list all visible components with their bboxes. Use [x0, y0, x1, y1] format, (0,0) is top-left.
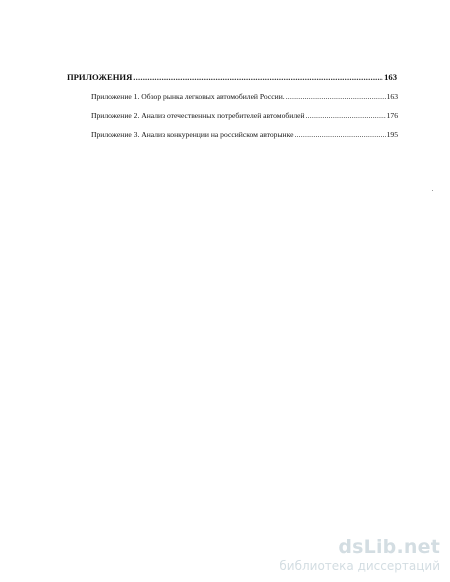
toc-entry-label: Приложение 3. Анализ конкуренции на российском авторынке: [91, 130, 294, 139]
toc-entry-appendix-1: [91, 92, 398, 102]
watermark-logo: dsLib.net: [338, 536, 440, 558]
dot-leader: [286, 92, 386, 102]
toc-entry-label: Приложение 2. Анализ отечественных потребителей автомобилей: [91, 111, 305, 120]
dot-leader: [294, 130, 385, 140]
toc-entry-label: ПРИЛОЖЕНИЯ: [67, 72, 133, 82]
watermark: [268, 536, 446, 578]
toc-entry-label: Приложение 1. Обзор рынка легковых автомобилей России.: [91, 92, 285, 101]
watermark-subtitle: библиотека диссертаций: [279, 559, 440, 573]
dot-leader: [133, 72, 383, 82]
toc-entry-page-number: 195: [386, 130, 398, 139]
toc-entry-page-number: 176: [386, 111, 398, 120]
toc-entry-page-number: 163: [384, 72, 397, 82]
scan-speck: [432, 190, 433, 191]
toc-entry-appendices: [67, 72, 397, 82]
dot-leader: [306, 111, 386, 121]
toc-entry-appendix-3: [91, 130, 398, 140]
toc-entry-appendix-2: [91, 111, 398, 121]
toc-entry-page-number: 163: [386, 92, 398, 101]
